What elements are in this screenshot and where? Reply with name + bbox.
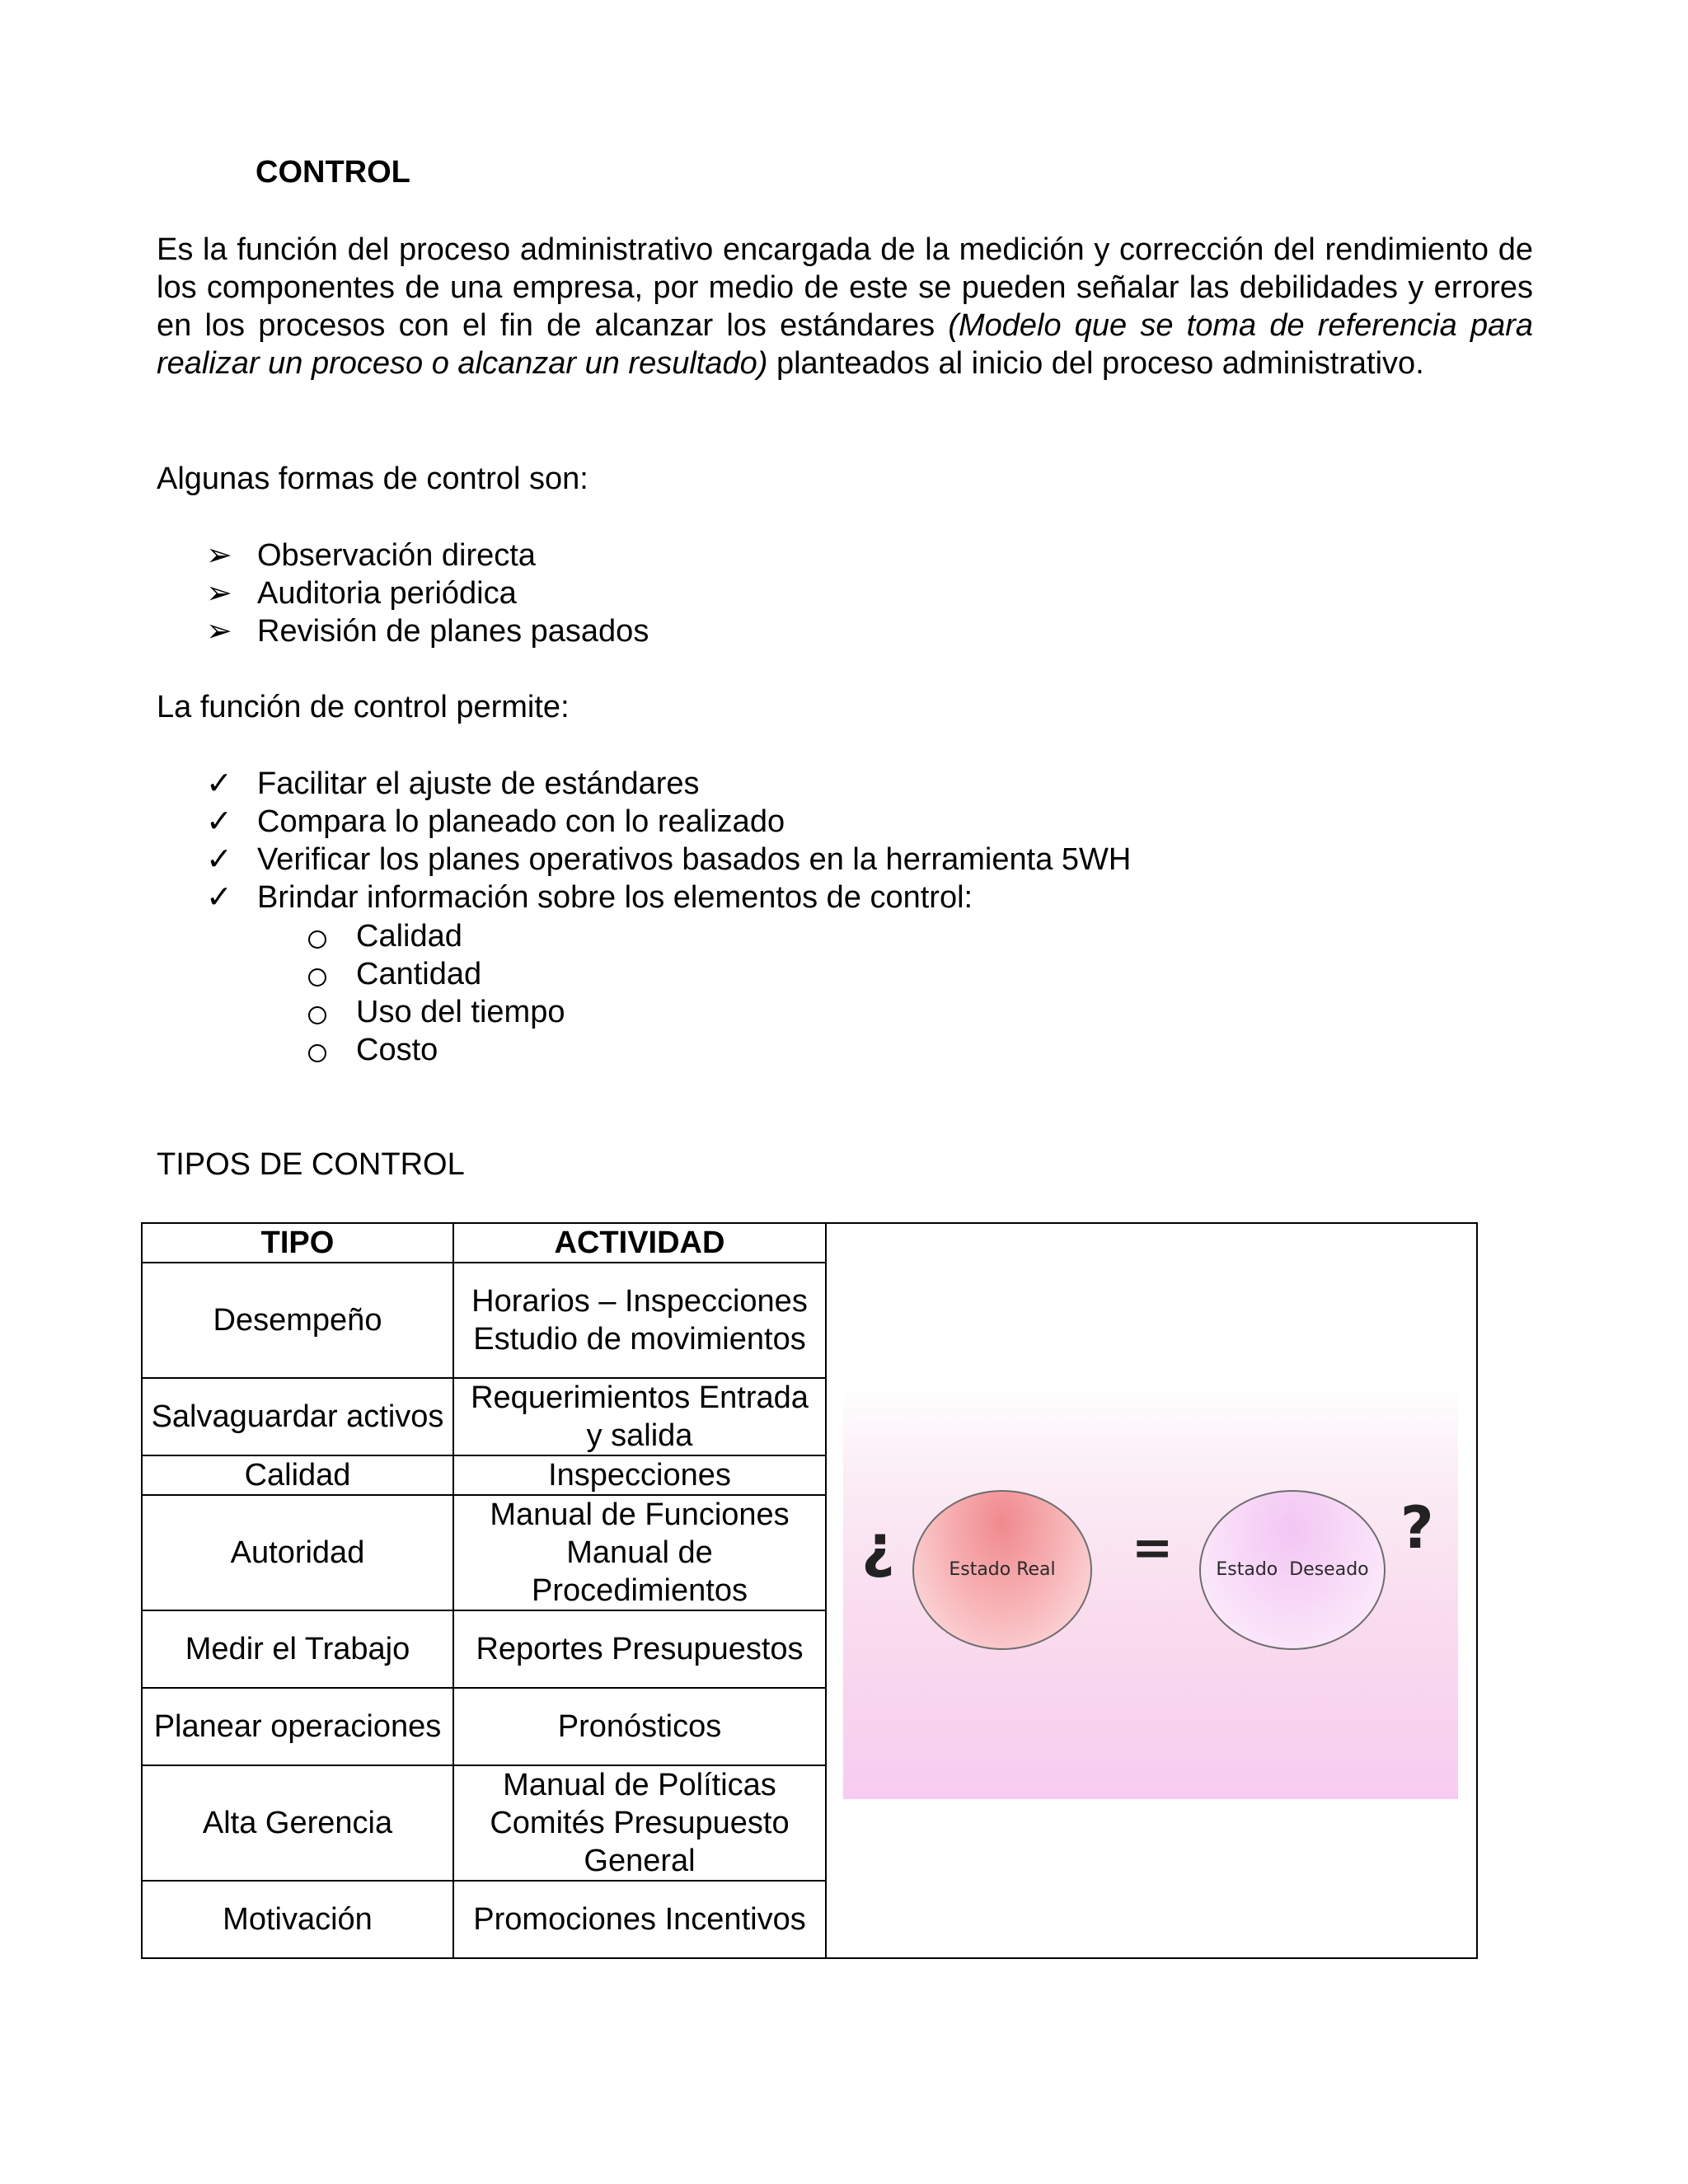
- actividad-cell: Reportes Presupuestos: [453, 1610, 826, 1688]
- diagram-cell: [826, 1223, 1477, 1958]
- checkmark-icon: ✓: [206, 880, 232, 915]
- allows-list: [206, 765, 1278, 916]
- tipo-cell: Calidad: [142, 1455, 453, 1495]
- types-heading: TIPOS DE CONTROL: [157, 1147, 465, 1182]
- actividad-cell: Inspecciones: [453, 1455, 826, 1495]
- tipo-cell: Alta Gerencia: [142, 1765, 453, 1881]
- circle-bullet-icon: [308, 968, 326, 987]
- tipo-cell: Salvaguardar activos: [142, 1378, 453, 1455]
- checkmark-icon: ✓: [206, 766, 232, 801]
- control-elements-list: [305, 917, 799, 1069]
- circle-bullet-icon: [308, 1044, 326, 1062]
- tipo-cell: Planear operaciones: [142, 1688, 453, 1765]
- state-comparison-diagram: [843, 1387, 1458, 1799]
- allows-lead: La función de control permite:: [157, 690, 570, 724]
- close-question-mark: ?: [1400, 1494, 1434, 1562]
- arrow-bullet-icon: ➢: [206, 614, 232, 649]
- header-actividad: ACTIVIDAD: [453, 1223, 826, 1263]
- list-item: ✓ Brindar información sobre los elementos de control:: [206, 880, 973, 915]
- intro-text-2: planteados al inicio del proceso administrativo.: [767, 346, 1424, 381]
- forms-list: [206, 537, 948, 650]
- tipo-cell: Desempeño: [142, 1263, 453, 1378]
- tipo-cell: Autoridad: [142, 1495, 453, 1610]
- header-tipo: TIPO: [142, 1223, 453, 1263]
- list-item: ➢ Auditoria periódica: [206, 576, 517, 611]
- circle-bullet-icon: [308, 930, 326, 949]
- forms-lead: Algunas formas de control son:: [157, 462, 588, 496]
- intro-text-italic: (Modelo que se toma de referencia para realizar un proceso o alcanzar un resultado): [157, 308, 1533, 381]
- list-item: Costo: [305, 1031, 799, 1069]
- table-header-row: [142, 1223, 1477, 1263]
- list-item: Uso del tiempo: [305, 993, 799, 1031]
- list-item: Calidad: [305, 917, 799, 955]
- equals-sign: =: [1132, 1519, 1174, 1577]
- desired-state-ellipse: [1199, 1490, 1386, 1650]
- actividad-cell: Manual de Políticas Comités Presupuesto General: [453, 1765, 826, 1881]
- arrow-bullet-icon: ➢: [206, 538, 232, 573]
- list-item: ✓ Compara lo planeado con lo realizado: [206, 804, 785, 839]
- actividad-cell: Manual de Funciones Manual de Procedimientos: [453, 1495, 826, 1610]
- list-item: ➢ Observación directa: [206, 538, 536, 573]
- types-table: [141, 1222, 1478, 1959]
- actividad-cell: Pronósticos: [453, 1688, 826, 1765]
- real-state-ellipse: [912, 1490, 1092, 1650]
- checkmark-icon: ✓: [206, 842, 232, 877]
- list-item: Cantidad: [305, 955, 799, 993]
- intro-paragraph: [157, 231, 1533, 382]
- list-item: ✓ Facilitar el ajuste de estándares: [206, 766, 700, 801]
- actividad-cell: Promociones Incentivos: [453, 1881, 826, 1958]
- real-state-label: Estado Real: [949, 1559, 1056, 1580]
- list-item: ✓ Verificar los planes operativos basados en la herramienta 5WH: [206, 842, 1132, 877]
- intro-text-1: Es la función del proceso administrativo encargada de la medición y corrección del rendimiento de los componentes de una empresa, por medio de este se pueden señalar las debilidades y errores en los procesos con el fin de alcanzar los estándares: [157, 232, 1533, 343]
- actividad-cell: Requerimientos Entrada y salida: [453, 1378, 826, 1455]
- desired-state-label: Estado Deseado: [1216, 1559, 1369, 1580]
- checkmark-icon: ✓: [206, 804, 232, 839]
- actividad-cell: Horarios – Inspecciones Estudio de movimientos: [453, 1263, 826, 1378]
- tipo-cell: Medir el Trabajo: [142, 1610, 453, 1688]
- tipo-cell: Motivación: [142, 1881, 453, 1958]
- arrow-bullet-icon: ➢: [206, 576, 232, 611]
- page-title: CONTROL: [256, 155, 410, 190]
- circle-bullet-icon: [308, 1006, 326, 1024]
- open-question-mark: ¿: [861, 1512, 895, 1580]
- list-item: ➢ Revisión de planes pasados: [206, 614, 649, 649]
